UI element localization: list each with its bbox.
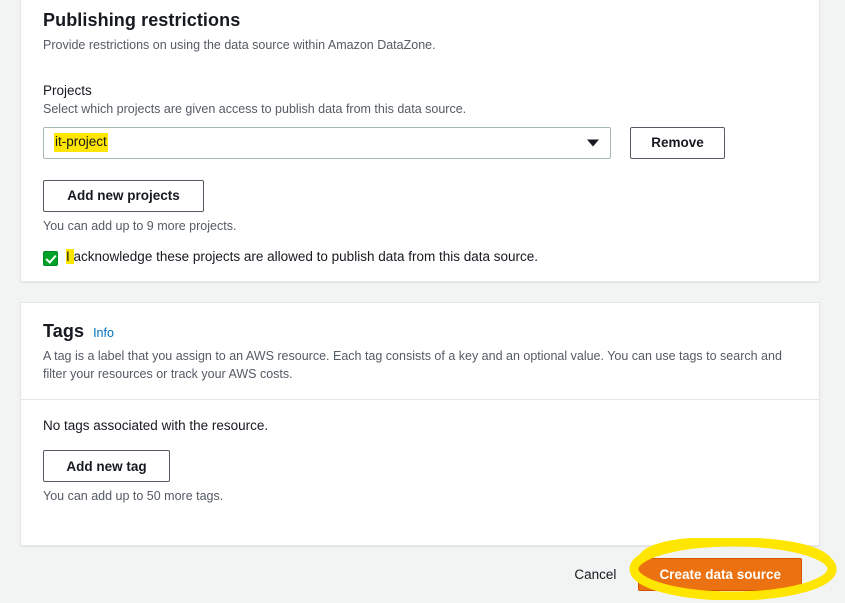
tags-title: Tags — [43, 321, 85, 341]
acknowledge-label-highlight: I — [66, 248, 74, 264]
tags-card — [20, 302, 820, 546]
publishing-restrictions-card — [20, 0, 820, 282]
acknowledge-label-rest: acknowledge these projects are allowed to publish data from this data source. — [73, 248, 539, 264]
tags-header — [21, 303, 819, 400]
tags-empty-message: No tags associated with the resource. — [43, 418, 269, 433]
tags-limit-hint: You can add up to 50 more tags. — [43, 489, 224, 503]
tags-description: A tag is a label that you assign to an AWS resource. Each tag consists of a key and an optional value. You can use tags to search and filter your resources or track your AWS costs. — [43, 349, 782, 381]
tags-body — [21, 400, 819, 503]
chevron-down-icon — [587, 139, 599, 146]
cancel-button[interactable]: Cancel — [574, 567, 617, 582]
projects-label: Projects — [43, 82, 92, 98]
add-new-tag-button[interactable]: Add new tag — [43, 450, 170, 482]
add-new-projects-button[interactable]: Add new projects — [43, 180, 204, 212]
projects-select-row — [43, 127, 797, 159]
project-select[interactable] — [43, 127, 611, 159]
acknowledge-checkbox[interactable] — [43, 251, 58, 266]
acknowledge-label — [66, 249, 538, 266]
acknowledge-row[interactable] — [43, 249, 797, 266]
form-footer — [20, 546, 820, 603]
publishing-restrictions-description: Provide restrictions on using the data source within Amazon DataZone. — [43, 38, 436, 52]
publishing-restrictions-title: Publishing restrictions — [43, 10, 241, 30]
projects-description: Select which projects are given access to publish data from this data source. — [43, 101, 467, 116]
tags-info-link[interactable]: Info — [93, 326, 114, 340]
project-select-value: it-project — [54, 133, 108, 152]
tags-title-row — [43, 321, 797, 342]
create-data-source-button[interactable]: Create data source — [638, 558, 802, 591]
remove-project-button[interactable]: Remove — [630, 127, 725, 159]
projects-limit-hint: You can add up to 9 more projects. — [43, 218, 237, 233]
